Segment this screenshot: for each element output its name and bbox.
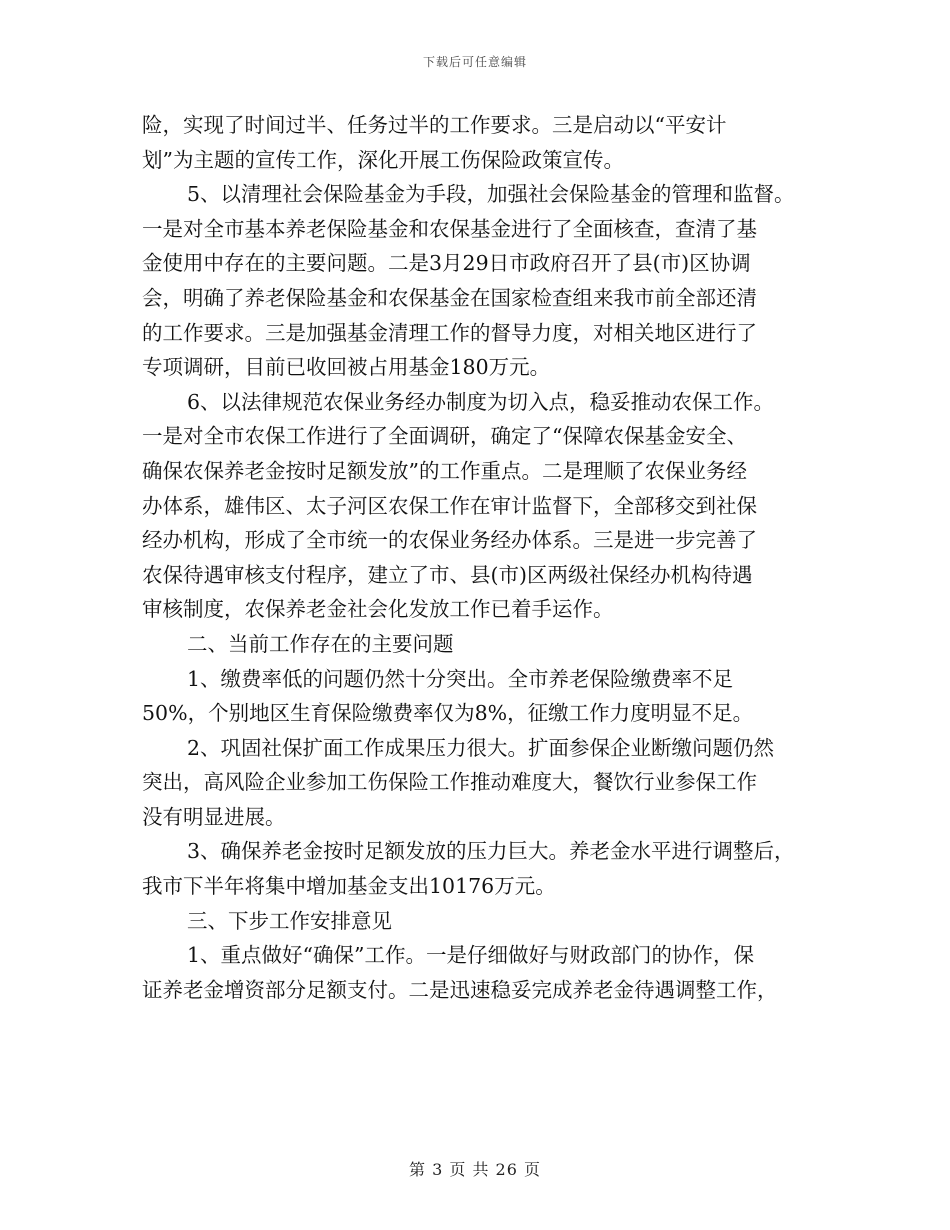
page-header: 下载后可任意编辑 (422, 55, 527, 69)
text-line: 审核制度，农保养老金社会化发放工作已着手运作。 (142, 597, 614, 622)
text-line: 险，实现了时间过半、任务过半的工作要求。三是启动以“平安计 (142, 113, 727, 137)
text-line: 经办机构，形成了全市统一的农保业务经办体系。三是进一步完善了 (142, 528, 757, 553)
text-line: 1、重点做好“确保”工作。一是仔细做好与财政部门的协作，保 (187, 943, 755, 968)
text-line: 我市下半年将集中增加基金支出10176万元。 (142, 874, 556, 899)
text-line: 会，明确了养老保险基金和农保基金在国家检查组来我市前全部还清 (142, 285, 757, 310)
text-line: 确保农保养老金按时足额发放”的工作重点。二是理顺了农保业务经 (142, 458, 747, 483)
text-line: 1、缴费率低的问题仍然十分突出。全市养老保险缴费率不足 (187, 666, 734, 691)
document-body (142, 108, 832, 1007)
text-line: 6、以法律规范农保业务经办制度为切入点，稳妥推动农保工作。 (187, 389, 775, 414)
text-line: 的工作要求。三是加强基金清理工作的督导力度，对相关地区进行了 (142, 320, 757, 345)
text-line: 一是对全市基本养老保险基金和农保基金进行了全面核查，查清了基 (142, 216, 757, 241)
text-line: 3、确保养老金按时足额发放的压力巨大。养老金水平进行调整后， (187, 839, 795, 864)
text-line: 5、以清理社会保险基金为手段，加强社会保险基金的管理和监督。 (187, 182, 795, 207)
text-line: 2、巩固社保扩面工作成果压力很大。扩面参保企业断缴问题仍然 (187, 735, 775, 760)
text-line: 农保待遇审核支付程序，建立了市、县(市)区两级社保经办机构待遇 (142, 562, 753, 587)
text-line: 划”为主题的宣传工作，深化开展工伤保险政策宣传。 (142, 147, 624, 172)
text-line: 专项调研，目前已收回被占用基金180万元。 (142, 355, 551, 380)
text-line: 突出，高风险企业参加工伤保险工作推动难度大，餐饮行业参保工作 (142, 770, 757, 795)
text-line: 二、当前工作存在的主要问题 (187, 631, 454, 656)
text-line: 50%，个别地区生育保险缴费率仅为8%，征缴工作力度明显不足。 (142, 701, 754, 726)
text-line: 一是对全市农保工作进行了全面调研，确定了“保障农保基金安全、 (142, 424, 747, 449)
text-line: 办体系，雄伟区、太子河区农保工作在审计监督下，全部移交到社保 (142, 493, 757, 518)
text-line: 没有明显进展。 (142, 804, 286, 829)
text-line: 三、下步工作安排意见 (187, 908, 392, 933)
text-line: 证养老金增资部分足额支付。二是迅速稳妥完成养老金待遇调整工作， (142, 977, 778, 1002)
page-footer: 第 3 页 共 26 页 (409, 1160, 541, 1179)
text-line: 金使用中存在的主要问题。二是3月29日市政府召开了县(市)区协调 (142, 251, 751, 276)
